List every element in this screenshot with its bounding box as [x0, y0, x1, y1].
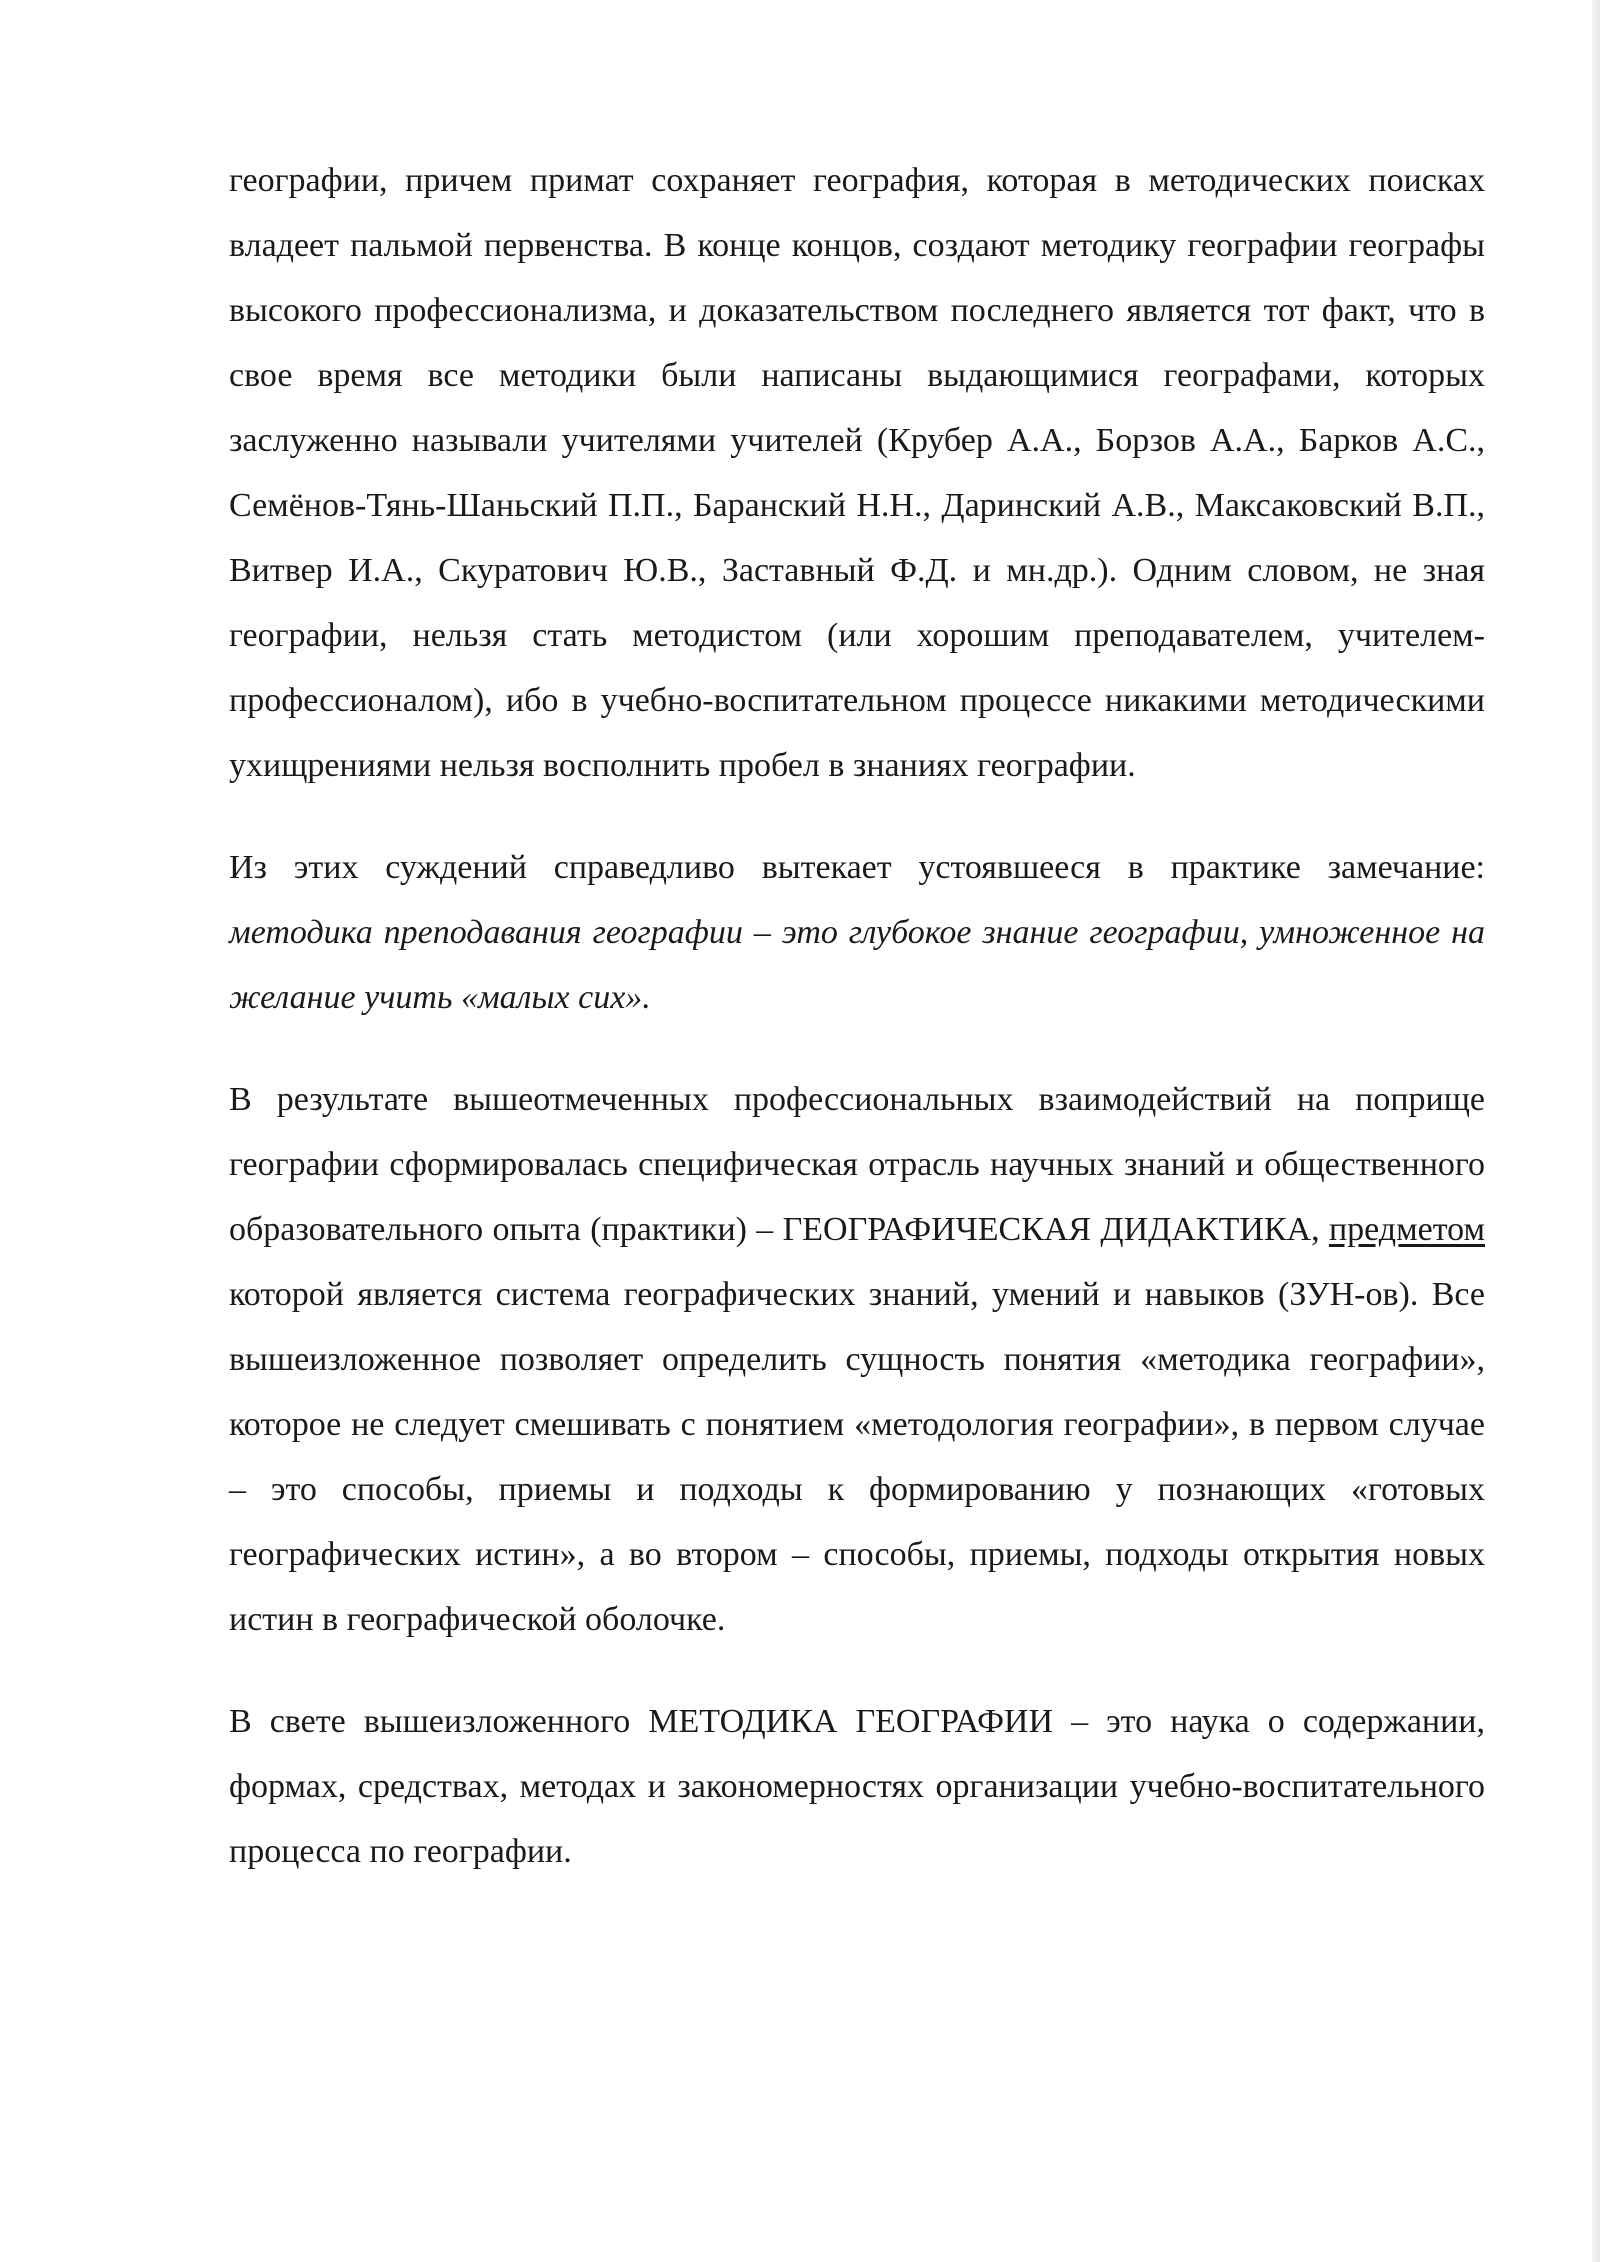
document-body [229, 148, 1485, 1884]
paragraph-2 [229, 835, 1485, 1030]
paragraph-3-before: В результате вышеотмеченных профессиональных взаимодействий на поприще географии сформировалась специфическая отрасль научных знаний и общественного образовательного опыта (практики) – ГЕОГРАФИЧЕСКАЯ ДИДАКТИКА, [229, 1081, 1485, 1248]
paragraph-3-underlined-term: предметом [1328, 1211, 1485, 1248]
paragraph-4: В свете вышеизложенного МЕТОДИКА ГЕОГРАФИИ – это наука о содержании, формах, средствах, методах и закономерностях организации учебно-воспитательного процесса по географии. [229, 1703, 1485, 1870]
paragraph-1: географии, причем примат сохраняет география, которая в методических поисках владеет пальмой первенства. В конце концов, создают методику географии географы высокого профессионализма, и доказательством последнего является тот факт, что в свое время все методики были написаны выдающимися географами, которых заслуженно называли учителями учителей (Крубер А.А., Борзов А.А., Барков А.С., Семёнов-Тянь-Шаньский П.П., Баранский Н.Н., Даринский А.В., Максаковский В.П., Витвер И.А., Скуратович Ю.В., Заставный Ф.Д. и мн.др.). Одним словом, не зная географии, нельзя стать методистом (или хорошим преподавателем, учителем-профессионалом), ибо в учебно-воспитательном процессе никакими методическими ухищрениями нельзя восполнить пробел в знаниях географии. [229, 162, 1485, 784]
paragraph-2-emphasis: методика преподавания географии – это глубокое знание географии, умноженное на желание учить «малых сих». [229, 914, 1485, 1016]
paragraph-3 [229, 1067, 1485, 1652]
page-edge-shadow [1592, 0, 1600, 2262]
paragraph-3-after: которой является система географических знаний, умений и навыков (ЗУН-ов). Все вышеизложенное позволяет определить сущность понятия «методика географии», которое не следует смешивать с понятием «методология географии», в первом случае – это способы, приемы и подходы к формированию у познающих «готовых географических истин», а во втором – способы, приемы, подходы открытия новых истин в географической оболочке. [229, 1276, 1485, 1638]
paragraph-2-lead: Из этих суждений справедливо вытекает устоявшееся в практике замечание: [229, 849, 1485, 886]
